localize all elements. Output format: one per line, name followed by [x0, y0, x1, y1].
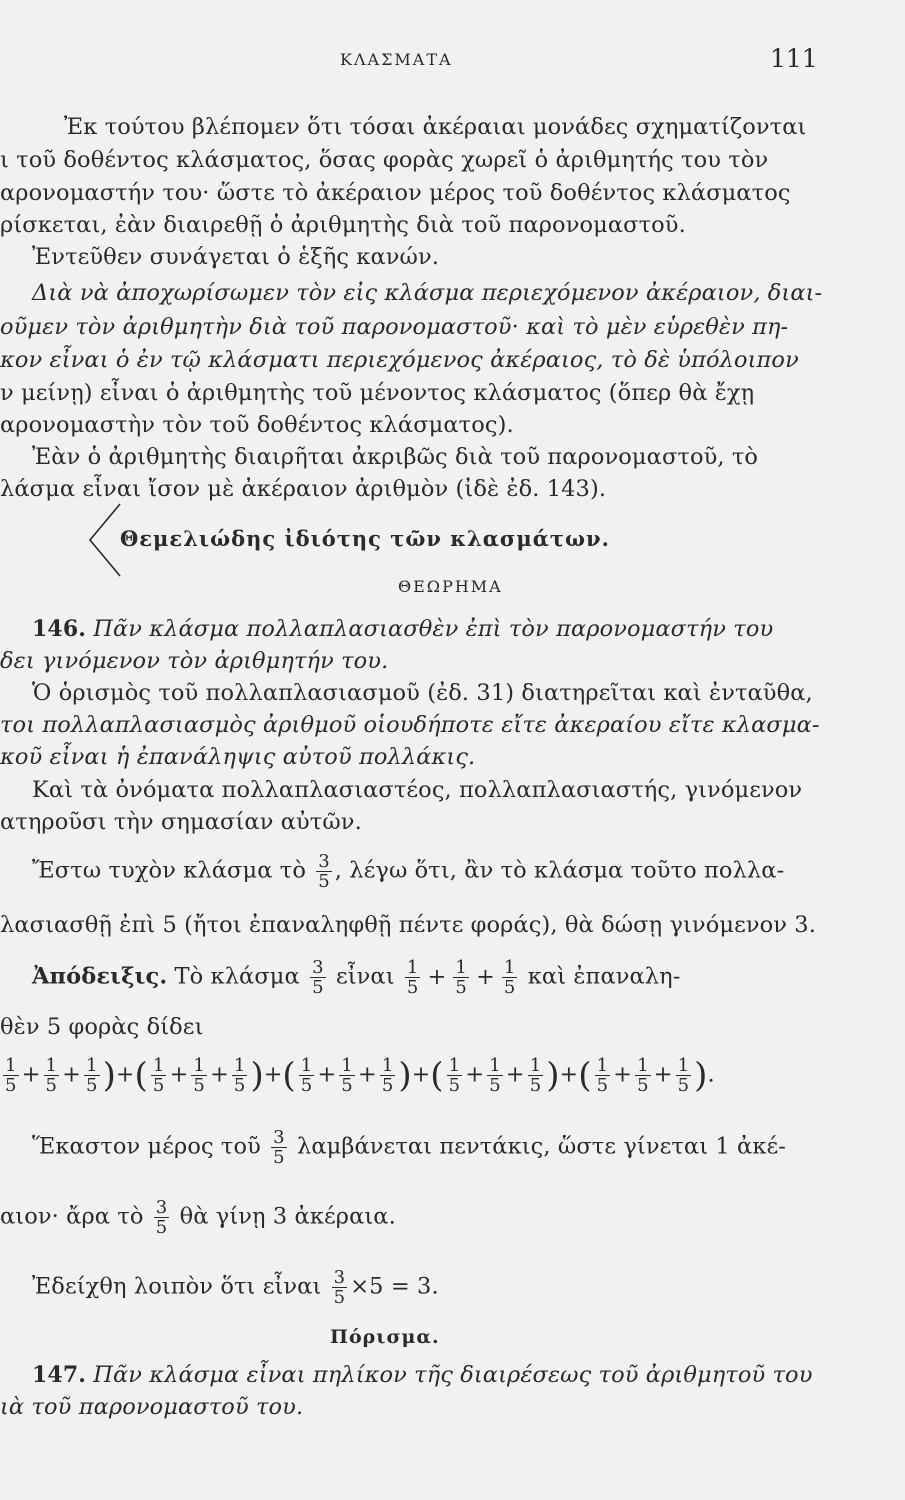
paragraph-2-line-1: Ἐὰν ὁ ἀριθμητὴς διαιρῆται ἀκριβῶς διὰ τοῦ παρονομαστοῦ, τὸ	[32, 444, 759, 470]
fraction-one-fifth	[528, 1056, 544, 1095]
proof-line-1	[32, 958, 905, 997]
numerator: 1	[86, 1055, 98, 1076]
example-line-2: λασιασθῇ ἐπὶ 5 (ἤτοι ἐπαναληφθῇ πέντε φοράς), θὰ δώσῃ γινόμενον 3.	[0, 912, 816, 938]
paragraph-1-line-2: ι τοῦ δοθέντος κλάσματος, ὅσας φορὰς χωρεῖ ὁ ἀριθμητής του τὸν	[0, 147, 769, 173]
numerator: 3	[333, 1267, 346, 1288]
fraction-one-fifth	[299, 1056, 315, 1095]
numerator: 1	[448, 1055, 461, 1076]
fraction-three-fifths	[310, 958, 326, 997]
paragraph-3-line-3: κοῦ εἶναι ἡ ἐπανάληψις αὐτοῦ πολλάκις.	[0, 744, 476, 770]
numerator: 1	[193, 1055, 205, 1076]
sum-expression	[0, 1056, 900, 1095]
paragraph-1-line-3: αρονομαστήν του· ὥστε τὸ ἀκέραιον μέρος τοῦ δοθέντος κλάσματος	[0, 180, 791, 206]
denominator: 5	[193, 1075, 205, 1096]
times-sign: ×	[350, 1273, 370, 1300]
proof-text: καὶ ἐπαναλη-	[527, 963, 681, 990]
example-line-1	[32, 852, 905, 891]
rule-line-4: ν μείνῃ) εἶναι ὁ ἀριθμητὴς τοῦ μένοντος κλάσματος (ὅπερ θὰ ἔχῃ	[0, 380, 755, 406]
proof-text: Ἐδείχθη λοιπὸν ὅτι εἶναι	[32, 1273, 322, 1300]
denominator: 5	[448, 1075, 461, 1096]
plus-sign: +	[263, 1062, 283, 1088]
example-claim: , λέγω ὅτι, ἂν τὸ κλάσμα τοῦτο πολλα-	[334, 857, 785, 884]
open-parenthesis: (	[282, 1055, 296, 1096]
denominator: 5	[273, 1147, 285, 1168]
plus-sign: +	[427, 963, 447, 990]
denominator: 5	[233, 1075, 246, 1096]
plus-sign: +	[317, 1061, 337, 1088]
rule-line-1: Διὰ νὰ ἀποχωρίσωμεν τὸν εἰς κλάσμα περιεχόμενον ἀκέραιον, διαι-	[32, 280, 823, 306]
denominator: 5	[318, 871, 330, 892]
numerator: 1	[503, 957, 516, 978]
close-parenthesis: )	[546, 1055, 560, 1096]
proof-line-6	[32, 1268, 905, 1307]
theorem-line-1	[32, 614, 905, 644]
numerator: 1	[233, 1055, 246, 1076]
numerator: 1	[489, 1055, 501, 1076]
proof-text: εἶναι	[335, 963, 395, 990]
denominator: 5	[333, 1287, 346, 1308]
paragraph-4-line-1: Καὶ τὰ ὀνόματα πολλαπλασιαστέος, πολλαπλασιαστής, γινόμενον	[32, 777, 803, 803]
numerator: 3	[312, 957, 324, 978]
fraction-one-fifth	[635, 1056, 651, 1095]
period: .	[707, 1061, 715, 1088]
plus-sign: +	[475, 963, 495, 990]
margin-bracket-mark	[84, 500, 124, 580]
numerator: 1	[381, 1055, 394, 1076]
paragraph-3-line-2: τοι πολλαπλασιασμὸς ἀριθμοῦ οἱουδήποτε εἴτε ἀκεραίου εἴτε κλασμα-	[0, 712, 820, 738]
close-parenthesis: )	[250, 1055, 264, 1096]
corollary-line-1	[32, 1360, 905, 1390]
fraction-one-fifth	[84, 1056, 100, 1095]
theorem-number: 146.	[32, 616, 86, 642]
denominator: 5	[503, 977, 516, 998]
numerator: 1	[45, 1055, 58, 1076]
open-parenthesis: (	[578, 1055, 592, 1096]
fraction-one-fifth	[447, 1056, 463, 1095]
fraction-one-fifth	[191, 1056, 207, 1095]
fraction-one-fifth	[380, 1056, 396, 1095]
rule-line-2: οῦμεν τὸν ἀριθμητὴν διὰ τοῦ παρονομαστοῦ· καὶ τὸ μὲν εὑρεθὲν πη-	[0, 314, 789, 340]
denominator: 5	[341, 1075, 353, 1096]
paragraph-1-line-4: ρίσκεται, ἐὰν διαιρεθῇ ὁ ἀριθμητὴς διὰ τοῦ παρονομαστοῦ.	[0, 212, 686, 238]
denominator: 5	[529, 1075, 542, 1096]
proof-text: θὰ γίνῃ 3 ἀκέραια.	[179, 1203, 396, 1230]
denominator: 5	[489, 1075, 501, 1096]
denominator: 5	[596, 1075, 609, 1096]
denominator: 5	[300, 1075, 313, 1096]
paragraph-3-line-1: Ὁ ὁρισμὸς τοῦ πολλαπλασιασμοῦ (ἐδ. 31) διατηρεῖται καὶ ἐνταῦθα,	[32, 680, 813, 706]
theorem-statement: Πᾶν κλάσμα πολλαπλασιασθὲν ἐπὶ τὸν παρονομαστήν του	[93, 616, 774, 642]
fraction-one-fifth	[676, 1056, 692, 1095]
proof-text: 5 = 3.	[369, 1273, 439, 1300]
proof-line-2: θὲν 5 φορὰς δίδει	[0, 1014, 204, 1040]
plus-sign: +	[505, 1061, 525, 1088]
denominator: 5	[637, 1075, 649, 1096]
plus-sign: +	[465, 1061, 485, 1088]
fraction-one-fifth	[3, 1056, 19, 1095]
proof-text: Τὸ κλάσμα	[174, 963, 300, 990]
fraction-one-fifth	[405, 958, 421, 997]
plus-sign: +	[209, 1061, 229, 1088]
plus-sign: +	[411, 1062, 431, 1088]
denominator: 5	[45, 1075, 58, 1096]
denominator: 5	[455, 977, 467, 998]
fraction-one-fifth	[453, 958, 469, 997]
numerator: 1	[637, 1055, 649, 1076]
fraction-three-fifths	[332, 1268, 348, 1307]
close-parenthesis: )	[694, 1055, 708, 1096]
corollary-line-2: ιὰ τοῦ παρονομαστοῦ του.	[0, 1394, 304, 1420]
plus-sign: +	[21, 1061, 41, 1088]
denominator: 5	[152, 1075, 165, 1096]
fraction-one-fifth	[44, 1056, 60, 1095]
denominator: 5	[406, 977, 419, 998]
fraction-one-fifth	[502, 958, 518, 997]
fraction-one-fifth	[151, 1056, 167, 1095]
example-intro: Ἔστω τυχὸν κλάσμα τὸ	[32, 857, 306, 884]
fraction-three-fifths	[154, 1198, 170, 1237]
corollary-statement: Πᾶν κλάσμα εἶναι πηλίκον τῆς διαιρέσεως τοῦ ἀριθμητοῦ του	[93, 1362, 813, 1388]
denominator: 5	[155, 1217, 168, 1238]
close-parenthesis: )	[398, 1055, 412, 1096]
page-header	[0, 44, 905, 84]
paragraph-2-line-2: λάσμα εἶναι ἴσον μὲ ἀκέραιον ἀριθμὸν (ἰδὲ ἐδ. 143).	[0, 476, 607, 502]
open-parenthesis: (	[430, 1055, 444, 1096]
running-title: ΚΛΑΣΜΑΤΑ	[340, 50, 453, 69]
denominator: 5	[86, 1075, 98, 1096]
fraction-three-fifths	[271, 1128, 287, 1167]
paragraph-1-line-1: Ἐκ τούτου βλέπομεν ὅτι τόσαι ἀκέραιαι μονάδες σχηματίζονται	[64, 114, 807, 140]
proof-text: λαμβάνεται πεντάκις, ὥστε γίνεται 1 ἀκέ-	[297, 1133, 786, 1160]
numerator: 1	[406, 957, 419, 978]
proof-line-4	[32, 1128, 905, 1167]
numerator: 1	[300, 1055, 313, 1076]
numerator: 3	[273, 1127, 285, 1148]
denominator: 5	[5, 1075, 17, 1096]
theorem-line-2: δει γινόμενον τὸν ἀριθμητήν του.	[0, 648, 389, 674]
plus-sign: +	[613, 1061, 633, 1088]
page-number: 111	[770, 44, 818, 73]
plus-sign: +	[169, 1061, 189, 1088]
numerator: 1	[596, 1055, 609, 1076]
proof-label: Ἀπόδειξις.	[32, 963, 168, 990]
numerator: 1	[152, 1055, 165, 1076]
open-parenthesis: (	[134, 1055, 148, 1096]
numerator: 3	[318, 851, 330, 872]
proof-text: αιον· ἄρα τὸ	[0, 1203, 144, 1230]
fraction-one-fifth	[339, 1056, 355, 1095]
rule-line-3: κον εἶναι ὁ ἐν τῷ κλάσματι περιεχόμενος ἀκέραιος, τὸ δὲ ὑπόλοιπον	[0, 347, 799, 373]
numerator: 1	[455, 957, 467, 978]
rule-line-5: αρονομαστὴν τὸν τοῦ δοθέντος κλάσματος).	[0, 412, 514, 438]
numerator: 1	[5, 1055, 17, 1076]
numerator: 1	[677, 1055, 690, 1076]
proof-line-5	[0, 1198, 900, 1237]
plus-sign: +	[357, 1061, 377, 1088]
fraction-one-fifth	[487, 1056, 503, 1095]
corollary-number: 147.	[32, 1362, 86, 1388]
fraction-one-fifth	[595, 1056, 611, 1095]
plus-sign: +	[653, 1061, 673, 1088]
denominator: 5	[677, 1075, 690, 1096]
numerator: 3	[155, 1197, 168, 1218]
paragraph-4-line-2: ατηροῦσι τὴν σημασίαν αὐτῶν.	[0, 809, 362, 835]
theorem-label: ΘΕΩΡΗΜΑ	[398, 577, 503, 596]
plus-sign: +	[62, 1061, 82, 1088]
numerator: 1	[529, 1055, 542, 1076]
section-heading: Θεμελιώδης ἰδιότης τῶν κλασμάτων.	[120, 526, 610, 551]
corollary-label: Πόρισμα.	[330, 1326, 440, 1348]
denominator: 5	[381, 1075, 394, 1096]
numerator: 1	[341, 1055, 353, 1076]
proof-text: Ἕκαστον μέρος τοῦ	[32, 1133, 261, 1160]
fraction-one-fifth	[232, 1056, 248, 1095]
close-parenthesis: )	[102, 1055, 116, 1096]
fraction-three-fifths	[316, 852, 332, 891]
denominator: 5	[312, 977, 324, 998]
paragraph-1-line-5: Ἐντεῦθεν συνάγεται ὁ ἑξῆς κανών.	[32, 244, 440, 270]
plus-sign: +	[559, 1062, 579, 1088]
plus-sign: +	[115, 1062, 135, 1088]
